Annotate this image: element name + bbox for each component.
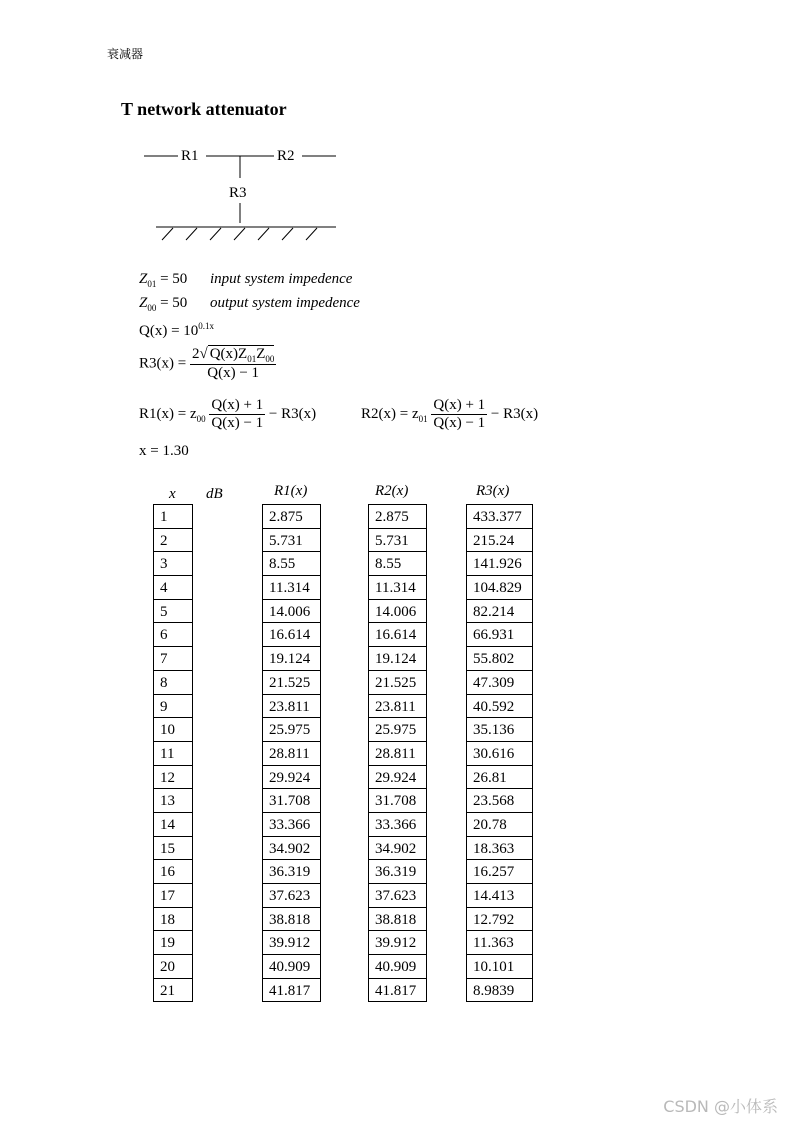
r3-label: R3 [229, 185, 247, 201]
table-cell-r1: 23.811 [263, 695, 320, 719]
table-cell-r2: 33.366 [369, 813, 426, 837]
table-cell-r3: 35.136 [467, 718, 532, 742]
table-cell-x: 18 [154, 908, 192, 932]
column-r2 [368, 504, 427, 1002]
table-cell-r2: 37.623 [369, 884, 426, 908]
z01-description: input system impedence [210, 271, 353, 287]
table-cell-r3: 20.78 [467, 813, 532, 837]
eq-z00 [139, 295, 187, 313]
table-cell-r2: 14.006 [369, 600, 426, 624]
r1-label: R1 [181, 148, 199, 164]
r3-numerator [190, 346, 276, 365]
z00-description: output system impedence [210, 295, 360, 311]
r3-fraction [190, 346, 276, 382]
table-cell-r3: 14.413 [467, 884, 532, 908]
r3-denominator: Q(x) − 1 [207, 365, 260, 381]
column-x [153, 504, 193, 1002]
table-cell-r2: 31.708 [369, 789, 426, 813]
table-cell-r3: 104.829 [467, 576, 532, 600]
table-cell-x: 19 [154, 931, 192, 955]
z01-value: = 50 [160, 271, 188, 287]
table-cell-r3: 141.926 [467, 552, 532, 576]
table-cell-r1: 31.708 [263, 789, 320, 813]
eq-z01 [139, 271, 187, 289]
table-cell-r1: 39.912 [263, 931, 320, 955]
table-cell-x: 8 [154, 671, 192, 695]
table-cell-r1: 2.875 [263, 505, 320, 529]
table-cell-r2: 21.525 [369, 671, 426, 695]
table-cell-r2: 28.811 [369, 742, 426, 766]
z00-value: = 50 [160, 295, 188, 311]
header-r1: R1(x) [274, 483, 308, 499]
table-cell-x: 12 [154, 766, 192, 790]
table-cell-r1: 14.006 [263, 600, 320, 624]
table-cell-r2: 36.319 [369, 860, 426, 884]
r2-fraction [431, 397, 487, 432]
r2-denominator: Q(x) − 1 [433, 415, 486, 431]
page-header: 衰减器 [107, 47, 144, 61]
table-cell-r2: 40.909 [369, 955, 426, 979]
table-cell-r3: 8.9839 [467, 979, 532, 1003]
table-cell-r1: 21.525 [263, 671, 320, 695]
table-cell-r2: 39.912 [369, 931, 426, 955]
r3-coef: 2 [191, 346, 200, 362]
table-cell-r2: 29.924 [369, 766, 426, 790]
r1-sub: 00 [196, 413, 206, 424]
table-cell-r2: 8.55 [369, 552, 426, 576]
table-cell-r1: 33.366 [263, 813, 320, 837]
table-cell-r2: 38.818 [369, 908, 426, 932]
table-cell-x: 1 [154, 505, 192, 529]
r1-lhs: R1(x) = z [139, 405, 197, 422]
table-cell-x: 16 [154, 860, 192, 884]
table-cell-r1: 41.817 [263, 979, 320, 1003]
table-cell-r1: 8.55 [263, 552, 320, 576]
table-cell-r1: 34.902 [263, 837, 320, 861]
table-cell-x: 2 [154, 529, 192, 553]
r3-sqrt-body [208, 345, 275, 362]
r1-tail: − R3(x) [268, 405, 317, 422]
table-cell-x: 13 [154, 789, 192, 813]
table-cell-r3: 16.257 [467, 860, 532, 884]
table-cell-r1: 5.731 [263, 529, 320, 553]
r3-sub1: 01 [247, 354, 257, 364]
r1-denominator: Q(x) − 1 [211, 415, 264, 431]
z01-var: Z [139, 271, 148, 287]
table-cell-x: 7 [154, 647, 192, 671]
page-title: T network attenuator [121, 99, 287, 119]
eq-r2 [361, 397, 538, 432]
table-cell-r2: 41.817 [369, 979, 426, 1003]
table-cell-r3: 40.592 [467, 695, 532, 719]
table-cell-r1: 16.614 [263, 623, 320, 647]
r2-label: R2 [277, 148, 295, 164]
table-cell-r2: 25.975 [369, 718, 426, 742]
r1-fraction [209, 397, 265, 432]
r2-numerator: Q(x) + 1 [433, 397, 486, 413]
table-cell-r1: 28.811 [263, 742, 320, 766]
z01-sub: 01 [147, 279, 157, 289]
table-cell-r3: 47.309 [467, 671, 532, 695]
table-cell-x: 11 [154, 742, 192, 766]
table-cell-x: 9 [154, 695, 192, 719]
table-cell-r1: 29.924 [263, 766, 320, 790]
table-cell-r2: 5.731 [369, 529, 426, 553]
table-cell-r3: 433.377 [467, 505, 532, 529]
z00-sub: 00 [147, 303, 157, 313]
table-cell-r1: 37.623 [263, 884, 320, 908]
table-cell-r1: 11.314 [263, 576, 320, 600]
eq-r3 [139, 346, 276, 382]
table-cell-r3: 18.363 [467, 837, 532, 861]
table-cell-x: 10 [154, 718, 192, 742]
table-cell-x: 4 [154, 576, 192, 600]
table-cell-r2: 23.811 [369, 695, 426, 719]
header-r3: R3(x) [476, 483, 510, 499]
r3-lhs: R3(x) = [139, 355, 187, 372]
table-cell-r2: 34.902 [369, 837, 426, 861]
header-r2: R2(x) [375, 483, 409, 499]
r2-tail: − R3(x) [490, 405, 539, 422]
table-cell-r2: 11.314 [369, 576, 426, 600]
table-cell-r3: 11.363 [467, 931, 532, 955]
r3-z2: Z [256, 346, 266, 362]
sqrt-icon: √ [199, 346, 208, 362]
csdn-watermark: CSDN @小体系 [663, 1097, 778, 1116]
table-cell-r1: 38.818 [263, 908, 320, 932]
table-cell-x: 3 [154, 552, 192, 576]
table-cell-r3: 23.568 [467, 789, 532, 813]
table-cell-r3: 26.81 [467, 766, 532, 790]
table-cell-r3: 82.214 [467, 600, 532, 624]
table-cell-r3: 10.101 [467, 955, 532, 979]
r2-sub: 01 [418, 413, 428, 424]
table-cell-x: 14 [154, 813, 192, 837]
r3-sqrt-text: Q(x)Z [209, 346, 248, 362]
table-cell-r3: 66.931 [467, 623, 532, 647]
eq-q [139, 321, 214, 340]
column-r3 [466, 504, 533, 1002]
table-cell-r3: 12.792 [467, 908, 532, 932]
table-cell-x: 5 [154, 600, 192, 624]
table-cell-r3: 215.24 [467, 529, 532, 553]
table-cell-x: 17 [154, 884, 192, 908]
table-cell-r2: 2.875 [369, 505, 426, 529]
table-cell-x: 21 [154, 979, 192, 1003]
eq-x-value: x = 1.30 [139, 443, 189, 459]
r3-sub2: 00 [265, 354, 275, 364]
table-cell-r2: 19.124 [369, 647, 426, 671]
table-cell-r3: 55.802 [467, 647, 532, 671]
r2-lhs: R2(x) = z [361, 405, 419, 422]
table-cell-r3: 30.616 [467, 742, 532, 766]
table-cell-x: 15 [154, 837, 192, 861]
table-cell-r1: 36.319 [263, 860, 320, 884]
ground-hatch [162, 228, 317, 240]
q-exponent: 0.1x [198, 321, 215, 331]
header-x: x [169, 486, 176, 502]
eq-r1 [139, 397, 316, 432]
table-cell-r1: 40.909 [263, 955, 320, 979]
column-r1 [262, 504, 321, 1002]
table-cell-x: 20 [154, 955, 192, 979]
q-lhs: Q(x) = 10 [139, 323, 199, 339]
table-cell-r1: 25.975 [263, 718, 320, 742]
z00-var: Z [139, 295, 148, 311]
table-cell-r2: 16.614 [369, 623, 426, 647]
r1-numerator: Q(x) + 1 [211, 397, 264, 413]
header-db: dB [206, 486, 223, 502]
table-cell-r1: 19.124 [263, 647, 320, 671]
table-cell-x: 6 [154, 623, 192, 647]
